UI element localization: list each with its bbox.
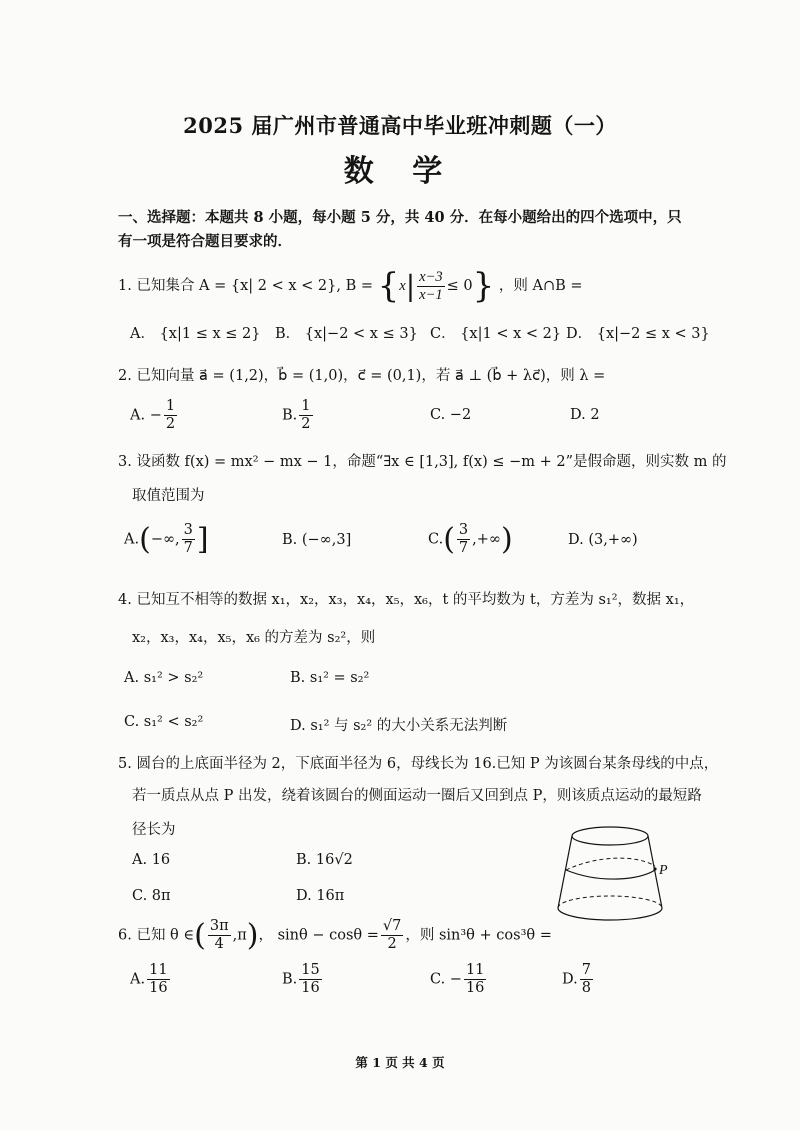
q6-interval-post: ,π: [232, 927, 247, 944]
q1-open-brace: {: [377, 266, 400, 306]
q6-value-num: √7: [382, 918, 402, 934]
q6-option-c-label: C. −: [430, 971, 462, 988]
section-heading: 一、选择题：本题共 8 小题，每小题 5 分，共 40 分．在每小题给出的四个选项中，只有一项是符合题目要求的．: [118, 209, 682, 250]
path-back-dashed: [566, 858, 655, 870]
q3-option-c-post: ,+∞: [472, 531, 501, 548]
q2-option-a-num: 1: [165, 398, 176, 414]
q1-stem: [118, 266, 583, 306]
q6-value-frac: [381, 918, 403, 953]
q6-option-b: [282, 962, 324, 997]
q3-option-b: B. (−∞,3]: [282, 532, 352, 548]
q6-stem-c: ，则 sin³θ + cos³θ =: [405, 927, 552, 944]
q1-abs-bar: |: [405, 269, 416, 303]
path-front-curve: [566, 870, 655, 879]
q2-option-b: [282, 398, 315, 433]
q6-option-a-frac: [147, 962, 169, 997]
q3-option-c-rparen: ): [500, 522, 513, 557]
q5-option-a: A. 16: [132, 852, 171, 868]
q3-option-a-frac: [182, 522, 195, 557]
q3-stem-2: 取值范围为: [132, 488, 205, 504]
q5-stem: 5. 圆台的上底面半径为 2，下底面半径为 6，母线长为 16.已知 P 为该圆台某条母线的中点，: [118, 756, 719, 772]
q6-option-d-frac: [580, 962, 593, 997]
q6-option-b-den: 16: [301, 980, 320, 996]
frustum-bottom-back: [558, 896, 662, 908]
q4-stem: 4. 已知互不相等的数据 x₁，x₂，x₃，x₄，x₅，x₆，t 的平均数为 t，方差为 s₁²，数据 x₁，: [118, 592, 695, 608]
q3-option-a-label: A.: [124, 531, 140, 548]
q5-option-c: C. 8π: [132, 888, 171, 904]
q2-option-c: C. −2: [430, 407, 472, 423]
q1-option-a: A． {x|1 ≤ x ≤ 2}: [130, 326, 261, 342]
frustum-top-ellipse: [572, 827, 648, 845]
q5-option-b: B. 16√2: [296, 852, 353, 868]
q1-option-d: D． {x|−2 ≤ x < 3}: [566, 326, 710, 342]
q3-stem: 3. 设函数 f(x) = mx² − mx − 1，命题“∃x ∈ [1,3], f(x) ≤ −m + 2”是假命题，则实数 m 的: [118, 454, 727, 470]
q2-option-b-num: 1: [301, 398, 311, 414]
q1-close-brace: }: [472, 266, 495, 306]
q6-stem: [118, 918, 552, 953]
q6-stem-b: ， sinθ − cosθ =: [258, 927, 379, 944]
q1-stem-a: 1. 已知集合 A = {x| 2 < x < 2}, B =: [118, 278, 374, 294]
q5-stem-3: 径长为: [132, 822, 176, 838]
q1-frac-den: x−1: [419, 286, 443, 303]
q1-le0: ≤ 0: [446, 278, 473, 294]
q4-option-d: D. s₁² 与 s₂² 的大小关系无法判断: [290, 718, 508, 734]
point-p-label: P: [659, 863, 668, 878]
exam-title: 2025 届广州市普通高中毕业班冲刺题（一）: [183, 113, 617, 138]
q2-option-a: [130, 398, 179, 433]
q3-option-a-pre: −∞,: [150, 531, 180, 548]
q1-fraction: [417, 269, 444, 304]
q3-option-c-num: 3: [458, 522, 469, 538]
q2-option-b-den: 2: [301, 416, 311, 432]
point-p-dot: [653, 867, 656, 870]
q3-option-c-label: C.: [428, 531, 444, 548]
q3-option-a-rbracket: ]: [196, 522, 209, 557]
q6-option-a-label: A.: [130, 971, 146, 988]
q2-option-d: D. 2: [570, 407, 600, 423]
q3-option-d: D. (3,+∞): [568, 532, 638, 548]
page-footer: 第 1 页 共 4 页: [355, 1055, 445, 1070]
q4-option-b: B. s₁² = s₂²: [290, 670, 370, 686]
q6-option-c-frac: [464, 962, 486, 997]
q6-option-a-den: 16: [149, 980, 168, 996]
q6-option-d-label: D.: [562, 971, 578, 988]
q2-option-b-label: B.: [282, 407, 298, 424]
q5-option-d: D. 16π: [296, 888, 345, 904]
q3-option-a: [124, 522, 209, 557]
q6-interval-frac: [208, 918, 231, 953]
q2-option-a-frac: [164, 398, 177, 433]
frustum-figure: [555, 818, 685, 928]
q6-option-b-frac: [299, 962, 321, 997]
q3-option-c-den: 7: [458, 540, 469, 556]
q6-option-c-den: 16: [465, 980, 485, 996]
q6-option-a: [130, 962, 172, 997]
q3-option-a-num: 3: [183, 522, 193, 538]
subject-title: 数 学: [343, 154, 457, 189]
q6-value-den: 2: [387, 936, 397, 952]
q3-option-a-den: 7: [183, 540, 193, 556]
q1-set-var: x: [399, 278, 406, 294]
q6-option-a-num: 11: [149, 962, 168, 978]
q4-stem-2: x₂，x₃，x₄，x₅，x₆ 的方差为 s₂²，则: [132, 630, 376, 646]
q1-stem-b: ，则 A∩B =: [498, 278, 583, 294]
q2-option-a-label: A. −: [130, 407, 162, 424]
q1-option-b: B． {x|−2 < x ≤ 3}: [275, 326, 418, 342]
frustum-bottom-front: [558, 908, 662, 920]
q2-option-b-frac: [299, 398, 312, 433]
q6-interval-den: 4: [214, 936, 224, 952]
q6-rparen: ): [246, 918, 259, 953]
q6-stem-a: 6. 已知 θ ∈: [118, 927, 195, 944]
q6-option-d-num: 7: [581, 962, 591, 978]
q3-option-a-lparen: (: [139, 522, 151, 557]
q6-option-b-num: 15: [301, 962, 320, 978]
q3-option-c: [428, 522, 513, 557]
q4-option-a: A. s₁² > s₂²: [124, 670, 204, 686]
q6-lparen: (: [194, 918, 206, 953]
q6-option-c: [430, 962, 488, 997]
q1-option-c: C． {x|1 < x < 2}: [430, 326, 562, 342]
q6-option-d: [562, 962, 595, 997]
q2-stem: 2. 已知向量 a⃗ = (1,2)，b⃗ = (1,0)，c⃗ = (0,1)，若 a⃗ ⊥ (b⃗ + λc⃗)，则 λ =: [118, 368, 606, 384]
q3-option-c-frac: [457, 522, 470, 557]
q3-option-c-lparen: (: [443, 522, 455, 557]
q2-option-a-den: 2: [165, 416, 176, 432]
q4-option-c: C. s₁² < s₂²: [124, 714, 204, 730]
q1-frac-num: x−3: [419, 268, 443, 285]
q6-interval-num: 3π: [209, 918, 229, 934]
q5-stem-2: 若一质点从点 P 出发，绕着该圆台的侧面运动一圈后又回到点 P，则该质点运动的最短路: [132, 788, 702, 804]
q6-option-d-den: 8: [581, 980, 591, 996]
q6-option-b-label: B.: [282, 971, 298, 988]
q6-option-c-num: 11: [465, 962, 485, 978]
